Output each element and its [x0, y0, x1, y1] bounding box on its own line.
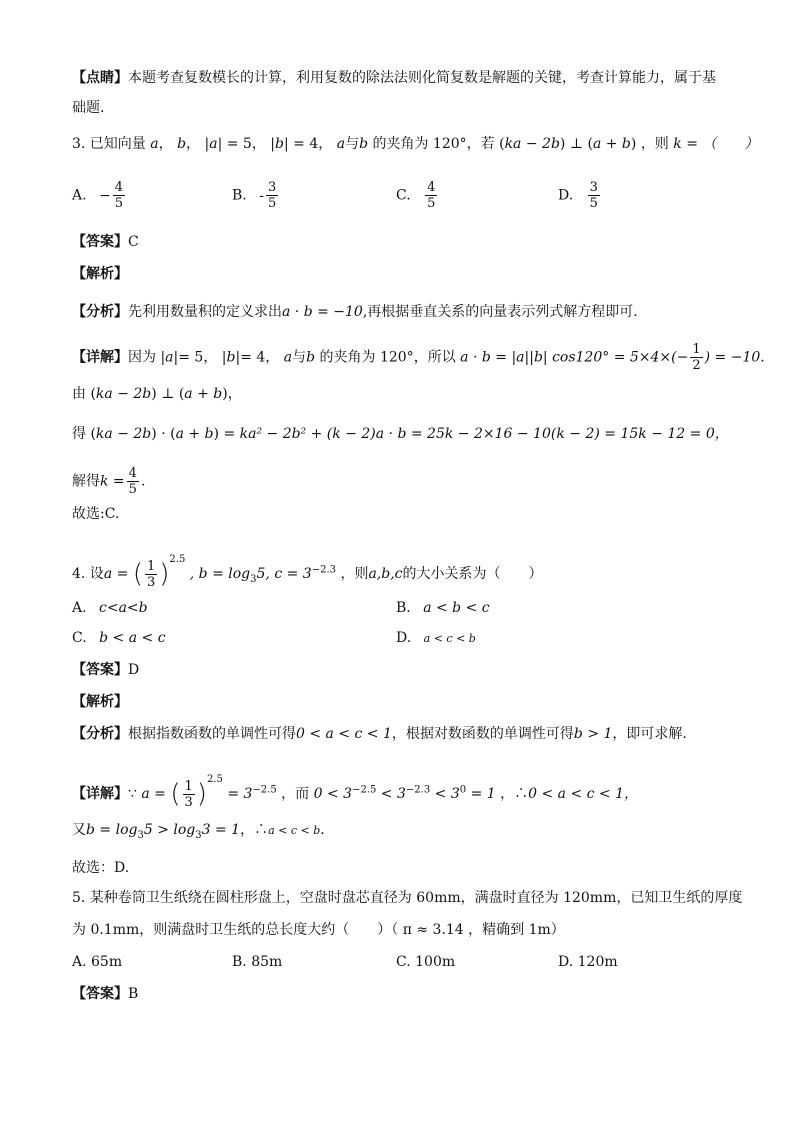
tip-label: 【点睛】: [72, 70, 128, 86]
q4-you: 又$b = \log_35 > \log_33 = 1$，∴a < c < b.: [72, 822, 325, 841]
q2-tip-line-1: 【点睛】本题考查复数模长的计算，利用复数的除法法则化简复数是解题的关键，考查计算能力，属于基: [72, 70, 716, 86]
q4-option-c[interactable]: C. b < a < c: [72, 630, 166, 646]
q3-you: 由 (ka − 2b) ⊥ (a + b)，: [72, 386, 242, 402]
q5-answer: 【答案】B: [72, 986, 139, 1002]
q4-option-d[interactable]: D. a < c < b: [396, 630, 476, 646]
q4-guxuan: 故选：D.: [72, 860, 130, 876]
fraction: $\frac{3}{5}$: [267, 180, 277, 211]
q3-option-d[interactable]: D. $\frac{3}{5}$: [558, 180, 598, 211]
q5-option-d[interactable]: D. 120m: [558, 954, 618, 970]
q3-de: 得 (ka − 2b) · (a + b) = ka² − 2b² + (k − 2)a · b = 25k − 2×16 − 10(k − 2) = 15k − 12 = 0，: [72, 426, 729, 442]
q4-fenxi: 【分析】根据指数函数的单调性可得0 < a < c < 1，根据对数函数的单调性可得b > 1，即可求解.: [72, 726, 687, 742]
fraction: $\frac{4}{5}$: [128, 466, 137, 497]
q4-xiangjie: 【详解】∵ a = ( $\frac{1}{3}$ )$^{2.5} = 3^{-2.5}$ ，而 $0 < 3^{-2.5} < 3^{-2.3} < 3^0 = 1$ ，∴0 < a < c < 1，: [72, 774, 639, 810]
q5-stem-line-1: 5. 某种卷筒卫生纸绕在圆柱形盘上，空盘时盘芯直径为 60mm，满盘时直径为 120mm，已知卫生纸的厚度: [72, 890, 743, 906]
q3-option-b[interactable]: B. - $\frac{3}{5}$: [232, 180, 277, 211]
q3-analysis-label: 【解析】: [72, 266, 128, 282]
q5-option-a[interactable]: A. 65m: [72, 954, 123, 970]
fraction: $\frac{1}{3}$: [184, 778, 193, 810]
q3-fenxi: 【分析】先利用数量积的定义求出a · b = −10,再根据垂直关系的向量表示列式解方程即可.: [72, 304, 638, 320]
fraction: $\frac{4}{5}$: [427, 180, 436, 211]
fraction: $\frac{4}{5}$: [114, 180, 124, 211]
q3-guxuan: 故选:C.: [72, 506, 120, 522]
q3-xiangjie: 【详解】因为 |a|= 5， |b|= 4， a与b 的夹角为 120°，所以 a · b = |a||b| cos120° = 5×4×(− $\frac{1}{2}$ ) = −10.: [72, 342, 765, 373]
fraction: $\frac{3}{5}$: [589, 180, 598, 211]
q3-option-c[interactable]: C. $\frac{4}{5}$: [396, 180, 436, 211]
q3-stem: 3. 已知向量 a， b， |a| = 5， |b| = 4， a与b 的夹角为 120°，若 (ka − 2b) ⊥ (a + b) ，则 k = （ ）: [72, 136, 759, 152]
q5-option-b[interactable]: B. 85m: [232, 954, 283, 970]
q5-stem-line-2: 为 0.1mm，则满盘时卫生纸的总长度大约（ ）（ π ≈ 3.14 ，精确到 1m）: [72, 922, 565, 938]
fraction: $\frac{1}{2}$: [692, 342, 701, 373]
q3-jiede: 解得k = $\frac{4}{5}$ .: [72, 466, 146, 497]
q4-option-a[interactable]: A. c<a<b: [72, 600, 148, 616]
q5-option-c[interactable]: C. 100m: [396, 954, 456, 970]
q3-option-a[interactable]: A. − $\frac{4}{5}$: [72, 180, 124, 211]
q4-answer: 【答案】D: [72, 662, 140, 678]
q4-stem: 4. 设a = ( $\frac{1}{3}$ )$^{2.5}$ , $b = \log_35$, $c = 3^{-2.3}$ ，则a,b,c的大小关系为（ ）: [72, 554, 543, 590]
fraction: $\frac{1}{3}$: [146, 558, 156, 590]
q3-answer: 【答案】C: [72, 234, 139, 250]
q2-tip-line-2: 础题.: [72, 100, 105, 116]
q4-analysis-label: 【解析】: [72, 694, 128, 710]
q4-option-b[interactable]: B. a < b < c: [396, 600, 490, 616]
